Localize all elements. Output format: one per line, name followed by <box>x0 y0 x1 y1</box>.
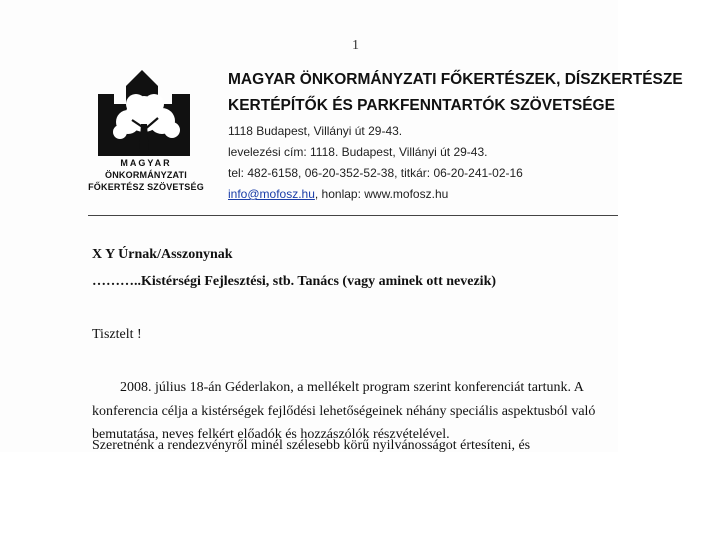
body-line-1: 2008. július 18-án Géderlakon, a mellékelt program szerint konferenciát tartunk. A <box>120 380 584 395</box>
body-line-3: bemutatása, neves felkért előadók és hozzászólók részvételével. <box>92 427 450 442</box>
address: 1118 Budapest, Villányi út 29-43. <box>228 124 403 138</box>
council-line: ………..Kistérségi Fejlesztési, stb. Tanács (vagy aminek ott nevezik) <box>92 274 497 289</box>
organization-name-line-2: KERTÉPÍTŐK ÉS PARKFENNTARTÓK SZÖVETSÉGE <box>228 97 615 114</box>
logo-caption-line-1: MAGYAR <box>120 158 172 168</box>
logo-caption-line-3: FŐKERTÉSZ SZÖVETSÉG <box>88 182 204 192</box>
body-line-4-cut <box>92 438 618 454</box>
homepage-label: , honlap: www.mofosz.hu <box>314 187 449 201</box>
page-number: 1 <box>352 38 359 53</box>
body-line-2: konferencia célja a kistérségek fejlődési lehetőségeinek néhány speciális aspektusból való <box>92 404 596 419</box>
header-divider <box>88 215 618 216</box>
recipient-line: X Y Úrnak/Asszonynak <box>92 247 233 262</box>
greeting: Tisztelt ! <box>92 327 142 342</box>
contact-line <box>228 187 448 201</box>
mailing-address: levelezési cím: 1118. Budapest, Villányi út 29-43. <box>228 145 488 159</box>
body-line-4: Szeretnénk a rendezvényről minél szélesebb körű nyilvánosságot értesíteni, és <box>92 438 531 453</box>
logo-caption-line-2: ÖNKORMÁNYZATI <box>105 170 187 180</box>
phone-numbers: tel: 482-6158, 06-20-352-52-38, titkár: 06-20-241-02-16 <box>228 166 523 180</box>
organization-name-line-1: MAGYAR ÖNKORMÁNYZATI FŐKERTÉSZEK, DÍSZKERTÉSZE <box>228 71 683 88</box>
email-link[interactable]: info@mofosz.hu <box>228 187 315 201</box>
